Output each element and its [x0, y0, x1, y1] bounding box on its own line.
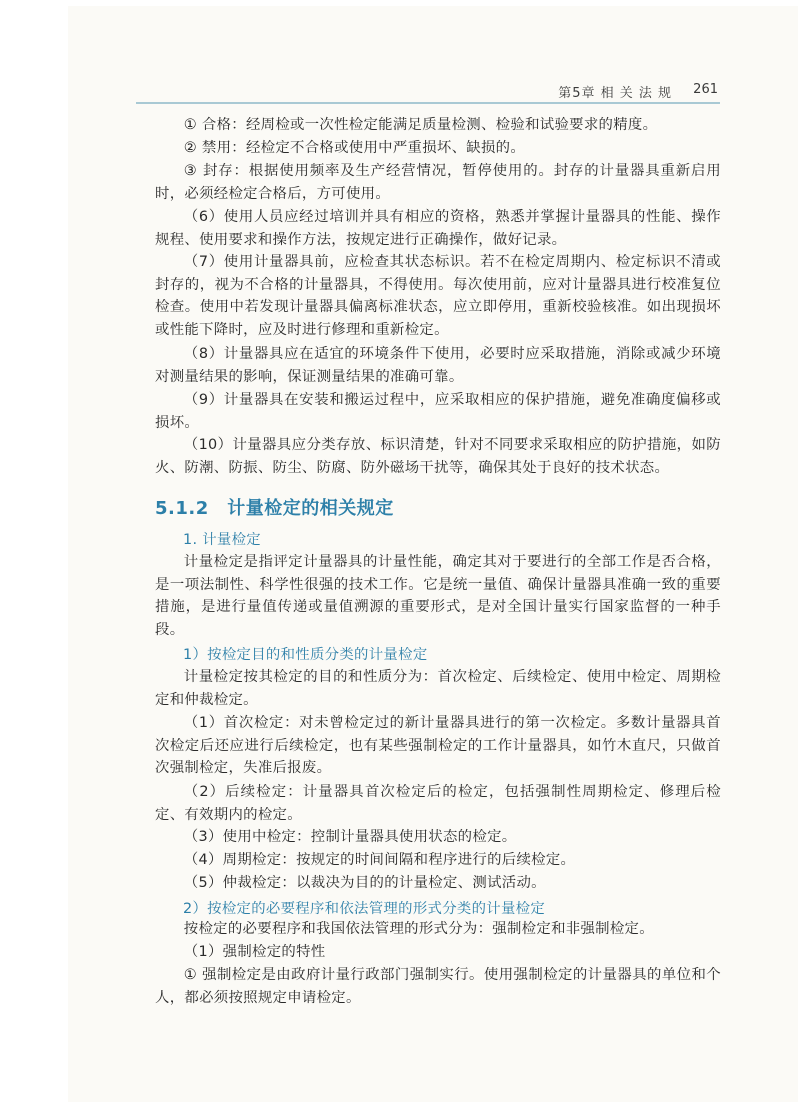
- paragraph: （1）强制检定的特性: [183, 944, 326, 960]
- paragraph: ② 禁用：经检定不合格或使用中严重损坏、缺损的。: [183, 140, 526, 156]
- paragraph: （1）首次检定：对未曾检定过的新计量器具进行的第一次检定。多数计量器具首次检定后还应进行后续检定，也有某些强制检定的工作计量器具，如竹木直尺，只做首次强制检定，失准后报废。: [155, 715, 721, 777]
- section-heading: 5.1.2 计量检定的相关规定: [155, 498, 394, 519]
- paragraph: 计量检定按其检定的目的和性质分为：首次检定、后续检定、使用中检定、周期检定和仲裁检定。: [155, 669, 721, 708]
- subheading: 2）按检定的必要程序和依法管理的形式分类的计量检定: [183, 901, 546, 917]
- paragraph: （8）计量器具应在适宜的环境条件下使用，必要时应采取措施，消除或减少环境对测量结果的影响，保证测量结果的准确可靠。: [155, 346, 721, 385]
- paragraph: ① 合格：经周检或一次性检定能满足质量检测、检验和试验要求的精度。: [183, 117, 658, 133]
- paragraph: （9）计量器具在安装和搬运过程中，应采取相应的保护措施，避免准确度偏移或损坏。: [155, 392, 721, 431]
- paragraph: 按检定的必要程序和我国依法管理的形式分为：强制检定和非强制检定。: [183, 921, 654, 937]
- chapter-title: 第5章 相 关 法 规: [558, 86, 672, 101]
- page-number: 261: [693, 82, 718, 97]
- paragraph: （10）计量器具应分类存放、标识清楚，针对不同要求采取相应的防护措施，如防火、防潮、防振、防尘、防腐、防外磁场干扰等，确保其处于良好的技术状态。: [155, 437, 721, 476]
- paragraph: （2）后续检定：计量器具首次检定后的检定，包括强制性周期检定、修理后检定、有效期内的检定。: [155, 784, 721, 823]
- paragraph: （6）使用人员应经过培训并具有相应的资格，熟悉并掌握计量器具的性能、操作规程、使用要求和操作方法，按规定进行正确操作，做好记录。: [155, 209, 721, 248]
- paragraph: 计量检定是指评定计量器具的计量性能，确定其对于要进行的全部工作是否合格，是一项法制性、科学性很强的技术工作。它是统一量值、确保计量器具准确一致的重要措施，是进行量值传递或量值溯源的重要形式，是对全国计量实行国家监督的一种手段。: [155, 554, 721, 638]
- subsection-heading: 1. 计量检定: [183, 532, 261, 548]
- subheading: 1）按检定目的和性质分类的计量检定: [183, 647, 428, 663]
- paragraph: ③ 封存：根据使用频率及生产经营情况，暂停使用的。封存的计量器具重新启用时，必须经检定合格后，方可使用。: [155, 163, 721, 202]
- paragraph: （4）周期检定：按规定的时间间隔和程序进行的后续检定。: [183, 852, 576, 868]
- paragraph: （3）使用中检定：控制计量器具使用状态的检定。: [183, 829, 517, 845]
- paragraph: （7）使用计量器具前，应检查其状态标识。若不在检定周期内、检定标识不清或封存的，视为不合格的计量器具，不得使用。每次使用前，应对计量器具进行校准复位检查。使用中若发现计量器具偏离标准状态，应立即停用，重新校验核准。如出现损坏或性能下降时，应及时进行修理和重新检定。: [155, 254, 721, 338]
- paragraph: （5）仲裁检定：以裁决为目的的计量检定、测试活动。: [183, 875, 546, 891]
- paragraph: ① 强制检定是由政府计量行政部门强制实行。使用强制检定的计量器具的单位和个人，都必须按照规定申请检定。: [155, 967, 721, 1006]
